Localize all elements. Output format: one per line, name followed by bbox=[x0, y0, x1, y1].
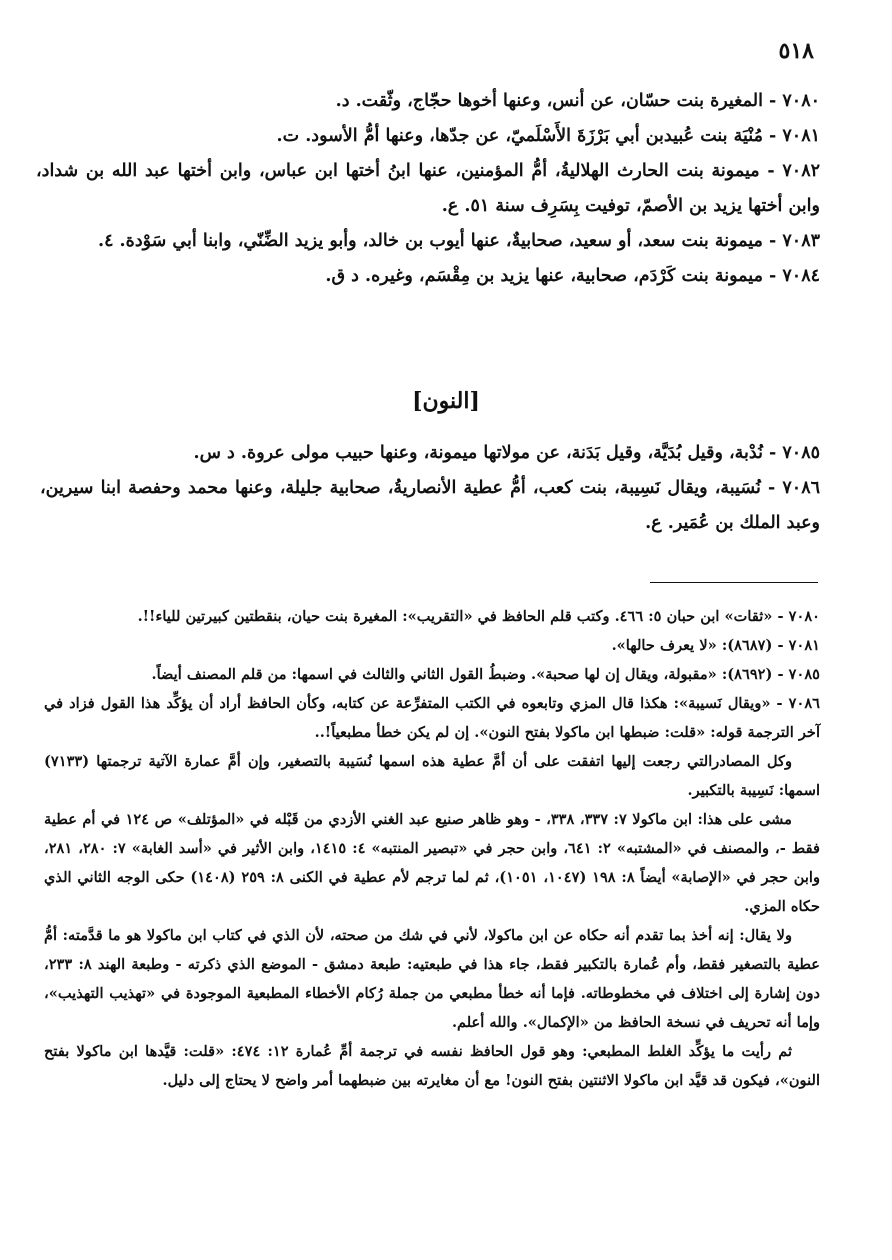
main-entries bbox=[36, 84, 820, 294]
entry-7080: ٧٠٨٠ - المغيرة بنت حسّان، عن أنس، وعنها أخوها حجّاج، وثّقت. د. bbox=[335, 91, 820, 111]
page-number: ٥١٨ bbox=[778, 38, 814, 64]
footnote-paragraph: وكل المصادرالتي رجعت إليها اتفقت على أن أمَّ عطية هذه اسمها نُسَيبة بالتصغير، وإن أمَّ عمارة الآتية ترجمتها (٧١٣٣) اسمها: نَسِيبة بالتكبير. bbox=[44, 753, 820, 799]
footnote-7080: ٧٠٨٠ - «ثقات» ابن حبان ٥: ٤٦٦. وكتب قلم الحافظ في «التقريب»: المغيرة بنت حيان، بنقطتين كبيرتين للياء!!. bbox=[137, 608, 820, 625]
footnote-divider bbox=[650, 582, 818, 583]
entry-7084: ٧٠٨٤ - ميمونة بنت كَرْدَم، صحابية، عنها يزيد بن مِقْسَم، وغيره. د ق. bbox=[325, 266, 820, 286]
footnote-paragraph: ثم رأيت ما يؤكِّد الغلط المطبعي: وهو قول الحافظ نفسه في ترجمة أمِّ عُمارة ١٢: ٤٧٤: «قلت: قيَّدها ابن ماكولا بفتح النون»، فيكون قد قيَّد ابن ماكولا الاثنتين بفتح النون! مع أن مغايرته بين ضبطهما أمر واضح لا يحتاج إلى دليل. bbox=[44, 1043, 820, 1089]
footnote-7085: ٧٠٨٥ - (٨٦٩٢): «مقبولة، ويقال إن لها صحبة». وضبطُ القول الثاني والثالث في اسمها: من قلم المصنف أيضاً. bbox=[151, 666, 820, 683]
entry-7083: ٧٠٨٣ - ميمونة بنت سعد، أو سعيد، صحابيةٌ، عنها أيوب بن خالد، وأبو يزيد الضِّنّي، وابنا أبي سَوْدة. ٤. bbox=[97, 231, 820, 251]
entry-7085: ٧٠٨٥ - نُدْبة، وقيل بُدَيَّة، وقيل بَدَنة، عن مولاتها ميمونة، وعنها حبيب مولى عروة. د س. bbox=[193, 443, 820, 463]
footnote-7081: ٧٠٨١ - (٨٦٨٧): «لا يعرف حالها». bbox=[611, 637, 820, 654]
footnote-7086: ٧٠٨٦ - «ويقال نَسيبة»: هكذا قال المزي وتابعوه في الكتب المتفرِّعة عن كتابه، وكأن الحافظ أراد أن يؤكِّد هذا القول فزاد في آخر الترجمة قوله: «قلت: ضبطها ابن ماكولا بفتح النون». إن لم يكن خطأ مطبعياً!.. bbox=[44, 695, 820, 741]
section-heading: [النون] bbox=[412, 388, 480, 414]
entry-7081: ٧٠٨١ - مُنْيَة بنت عُبيدبن أبي بَرْزَةَ الأَسْلَميّ، عن جدّها، وعنها أمُّ الأسود. ت. bbox=[276, 126, 820, 146]
entry-7082: ٧٠٨٢ - ميمونة بنت الحارث الهلاليةُ، أمُّ المؤمنين، عنها ابنُ أختها ابن عباس، وابن أختها عبد الله بن شداد، وابن أختها يزيد بن الأصمّ، توفيت بِسَرِف سنة ٥١. ع. bbox=[36, 161, 820, 216]
entry-7086: ٧٠٨٦ - نُسَيبة، ويقال نَسِيبة، بنت كعب، أمُّ عطية الأنصاريةُ، صحابية جليلة، وعنها محمد وحفصة ابنا سيرين، وعبد الملك بن عُمَير. ع. bbox=[40, 478, 820, 533]
section-entries bbox=[40, 436, 820, 541]
footnotes bbox=[44, 602, 820, 1095]
footnote-paragraph: ولا يقال: إنه أخذ بما تقدم أنه حكاه عن ابن ماكولا، لأني في شك من صحته، لأن الذي في كتاب ابن ماكولا هو ما قدَّمته: أمُّ عطية بالتصغير فقط، وأم عُمارة بالتكبير فقط، جاء هذا في طبعتيه: طبعة دمشق - الموضع الذي ذكرته - وطبعة الهند ٨: ٢٣٣، دون إشارة إلى اختلاف في مخطوطاته. فإما أنه خطأ مطبعي من جملة رُكام الأخطاء المطبعية الموجودة في «تهذيب التهذيب»، وإما أنه تحريف في نسخة الحافظ من «الإكمال». والله أعلم. bbox=[44, 927, 820, 1031]
footnote-paragraph: مشى على هذا: ابن ماكولا ٧: ٣٣٧، ٣٣٨، - وهو ظاهر صنيع عبد الغني الأزدي من قَبْله في «المؤتلف» ص ١٢٤ في أم عطية فقط -، والمصنف في «المشتبه» ٢: ٦٤١، وابن حجر في «تبصير المنتبه» ٤: ١٤١٥، وابن الأثير في «أسد الغابة» ٧: ٢٨٠، ٢٨١، وابن حجر في «الإصابة» أيضاً ٨: ١٩٨ (١٠٤٧، ١٠٥١)، ثم لما ترجم لأم عطية في الكنى ٨: ٢٥٩ (١٤٠٨) حكى الوجه الثاني الذي حكاه المزي. bbox=[44, 811, 821, 915]
